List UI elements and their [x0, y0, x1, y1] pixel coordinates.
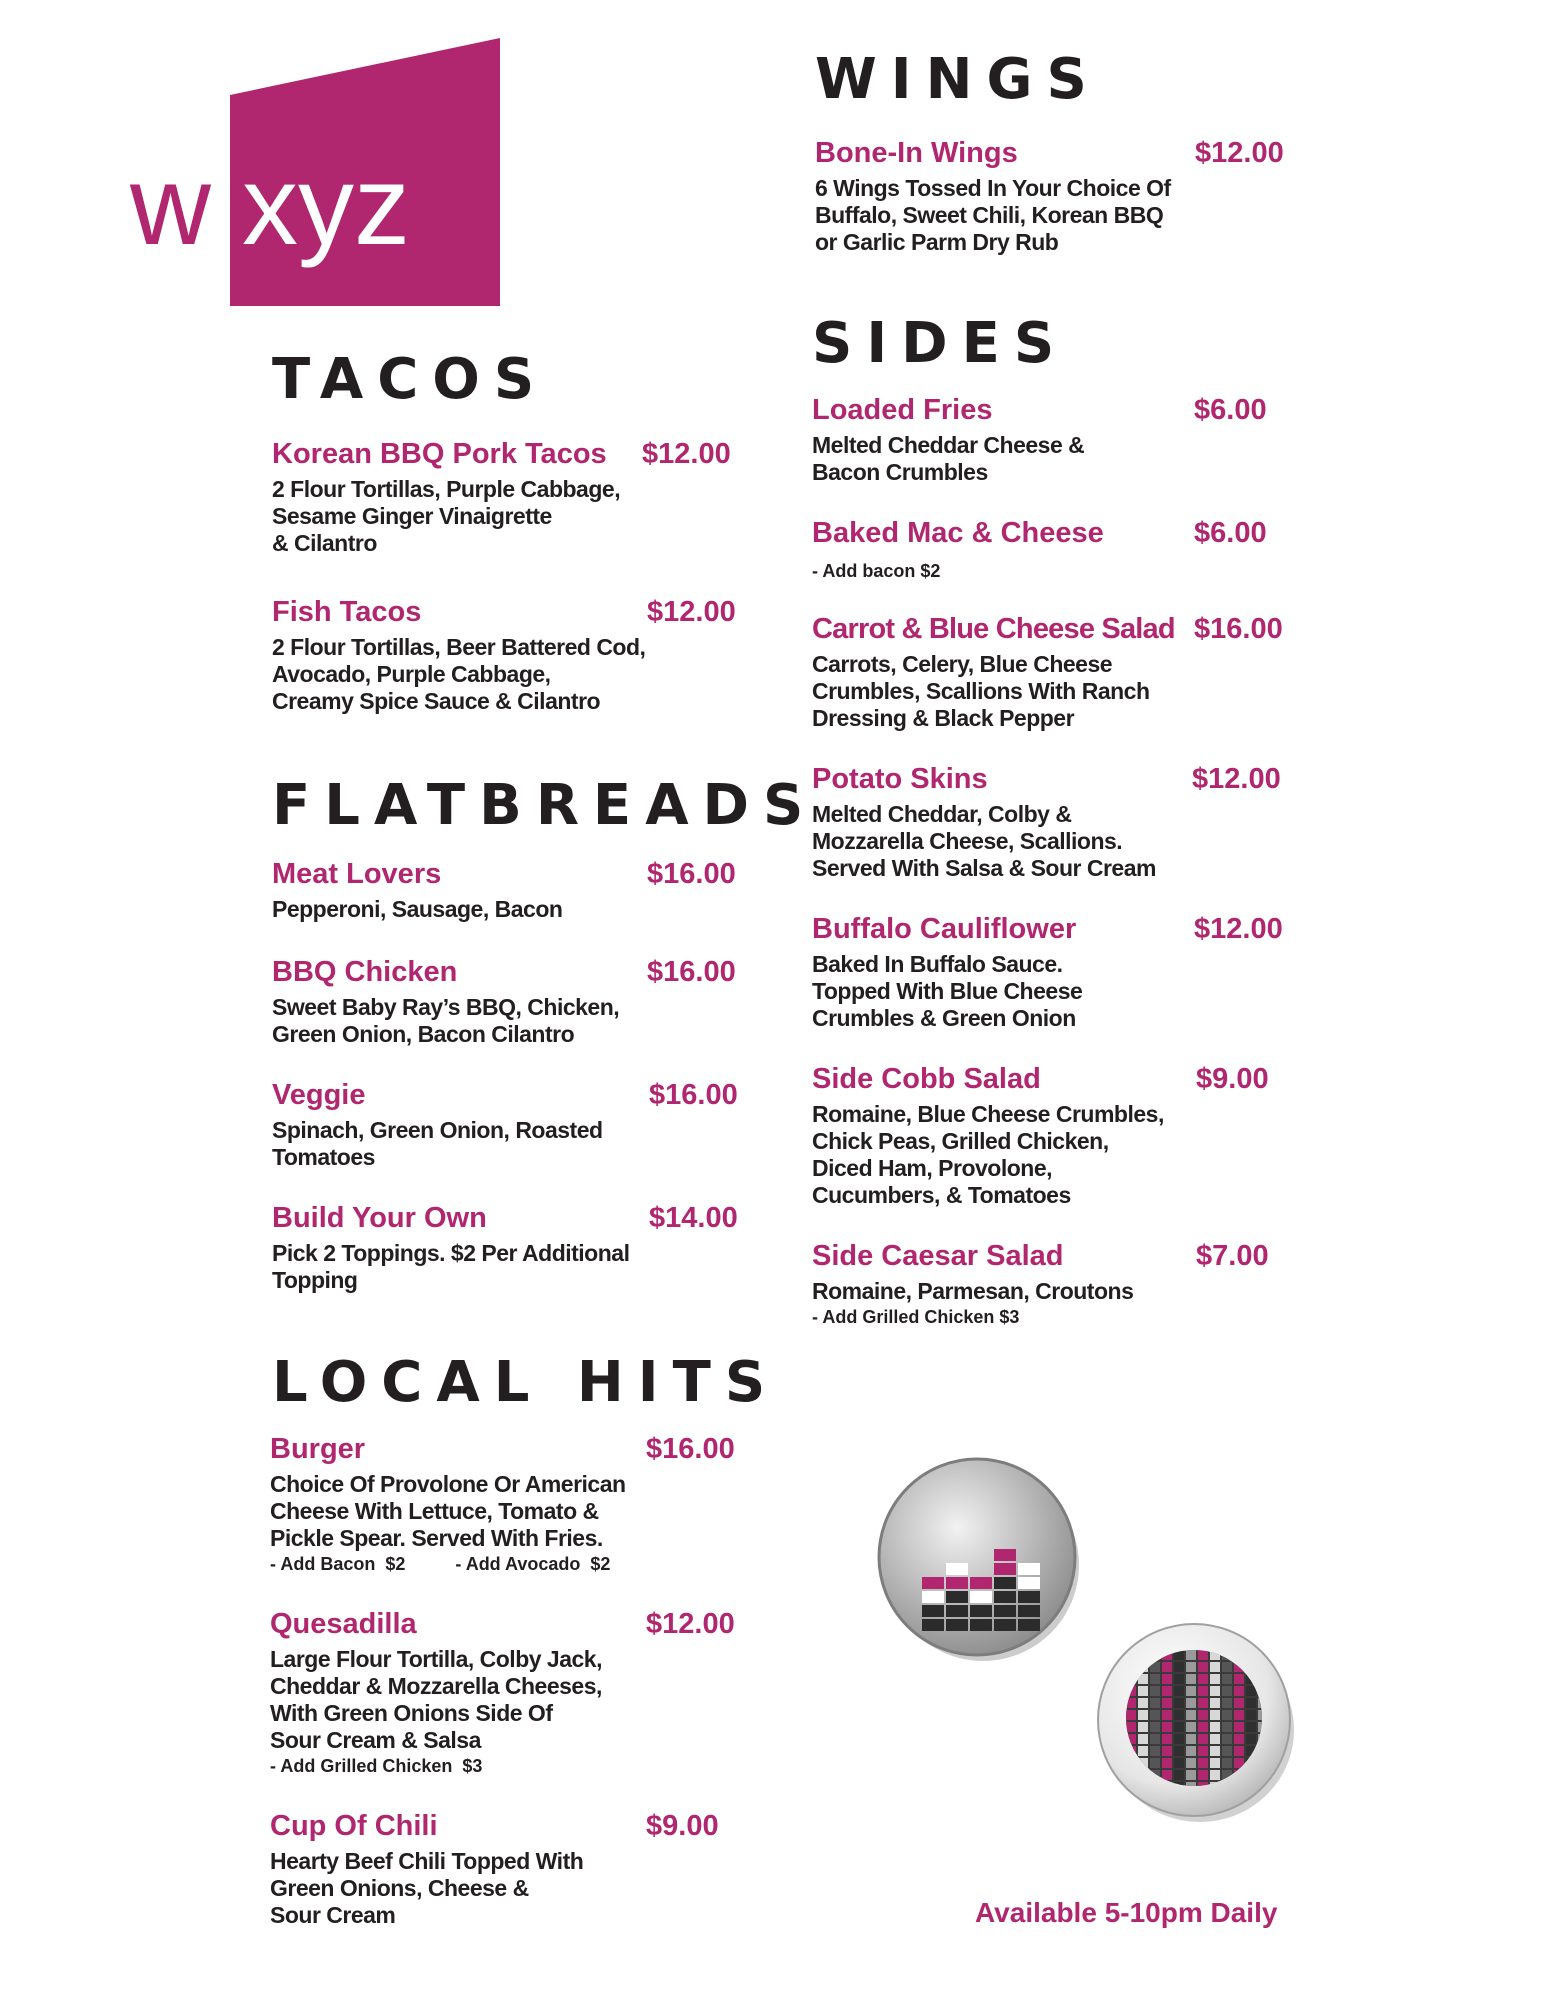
section-title-sides: SIDES — [812, 311, 1069, 376]
disco-tile — [1186, 1650, 1196, 1660]
disco-tile — [1246, 1686, 1256, 1696]
menu-item-korean-bbq-pork-tacos — [272, 438, 757, 557]
disco-tile — [1174, 1746, 1184, 1756]
item-price: $9.00 — [646, 1810, 719, 1842]
disco-tile — [1138, 1746, 1148, 1756]
disco-tile — [1174, 1698, 1184, 1708]
item-addon-note: - Add Bacon $2 - Add Avocado $2 — [270, 1554, 611, 1574]
disco-tile — [1174, 1662, 1184, 1672]
disco-tile — [1186, 1722, 1196, 1732]
disco-tile — [1234, 1674, 1244, 1684]
disco-tile — [1162, 1758, 1172, 1768]
disco-tile — [1222, 1710, 1232, 1720]
equalizer-cell — [922, 1605, 944, 1617]
disco-tile — [1198, 1734, 1208, 1744]
disco-tile — [1174, 1770, 1184, 1780]
item-price: $6.00 — [1194, 517, 1267, 549]
logo-letters-xyz: xyz — [242, 143, 410, 268]
menu-item-quesadilla — [270, 1608, 755, 1778]
section-title-wings: WINGS — [815, 47, 1101, 112]
disco-tile — [1234, 1710, 1244, 1720]
disco-tile — [1162, 1746, 1172, 1756]
menu-item-potato-skins — [812, 763, 1312, 882]
item-name: Carrot & Blue Cheese Salad — [812, 613, 1175, 645]
equalizer-cell — [946, 1619, 968, 1631]
disco-tile — [1222, 1758, 1232, 1768]
item-description: Romaine, Parmesan, Croutons — [812, 1278, 1134, 1304]
item-description: 6 Wings Tossed In Your Choice Of Buffalo, Sweet Chili, Korean BBQ or Garlic Parm Dry Rub — [815, 175, 1171, 255]
equalizer-cell — [946, 1591, 968, 1603]
disco-tile — [1234, 1698, 1244, 1708]
disco-tile — [1198, 1758, 1208, 1768]
disco-tile — [1138, 1698, 1148, 1708]
item-price: $7.00 — [1196, 1240, 1269, 1272]
item-name: Cup Of Chili — [270, 1810, 438, 1842]
equalizer-cell — [922, 1591, 944, 1603]
item-description: Melted Cheddar Cheese & Bacon Crumbles — [812, 432, 1085, 485]
disco-tile — [1198, 1662, 1208, 1672]
disco-tile — [1210, 1662, 1220, 1672]
disco-tile — [1162, 1770, 1172, 1780]
item-name: Quesadilla — [270, 1608, 417, 1640]
disco-tile — [1174, 1734, 1184, 1744]
disco-tile — [1186, 1662, 1196, 1672]
disco-tile — [1126, 1722, 1136, 1732]
item-description: Choice Of Provolone Or American Cheese With Lettuce, Tomato & Pickle Spear. Served With Fries. — [270, 1471, 626, 1551]
equalizer-cell — [994, 1591, 1016, 1603]
disco-tile — [1162, 1662, 1172, 1672]
disco-tile — [1246, 1734, 1256, 1744]
disco-tile — [1174, 1686, 1184, 1696]
disco-tile — [1198, 1686, 1208, 1696]
equalizer-cell — [946, 1605, 968, 1617]
item-price: $16.00 — [1194, 613, 1283, 645]
disco-tile — [1138, 1710, 1148, 1720]
item-price: $12.00 — [647, 596, 736, 628]
equalizer-cell — [922, 1619, 944, 1631]
availability-note: Available 5-10pm Daily — [975, 1897, 1278, 1928]
disco-tile — [1234, 1686, 1244, 1696]
disco-tile — [1186, 1734, 1196, 1744]
equalizer-cell — [994, 1563, 1016, 1575]
disco-tile — [1162, 1686, 1172, 1696]
item-name: Baked Mac & Cheese — [812, 517, 1104, 549]
item-name: Burger — [270, 1433, 366, 1465]
equalizer-cell — [994, 1605, 1016, 1617]
item-addon-note: - Add Grilled Chicken $3 — [812, 1307, 1020, 1327]
menu-item-meat-lovers — [272, 858, 757, 923]
equalizer-cell — [1018, 1619, 1040, 1631]
disco-tile — [1162, 1710, 1172, 1720]
disco-tile — [1222, 1674, 1232, 1684]
item-name: BBQ Chicken — [272, 956, 458, 988]
disco-tile — [1198, 1710, 1208, 1720]
item-price: $12.00 — [646, 1608, 735, 1640]
disco-tile — [1174, 1710, 1184, 1720]
disco-tile — [1174, 1758, 1184, 1768]
disco-tile — [1174, 1722, 1184, 1732]
disco-tile — [1246, 1698, 1256, 1708]
disco-tile — [1150, 1674, 1160, 1684]
menu-item-bone-in-wings — [815, 137, 1315, 256]
disco-tile — [1138, 1734, 1148, 1744]
disco-tile — [1222, 1662, 1232, 1672]
disco-tile — [1150, 1698, 1160, 1708]
item-price: $16.00 — [647, 956, 736, 988]
disco-tile — [1162, 1722, 1172, 1732]
disco-tile — [1246, 1710, 1256, 1720]
item-name: Fish Tacos — [272, 596, 422, 628]
item-name: Korean BBQ Pork Tacos — [272, 438, 607, 470]
section-title-local-hits: LOCAL HITS — [272, 1350, 780, 1415]
item-description: Hearty Beef Chili Topped With Green Onions, Cheese & Sour Cream — [270, 1848, 584, 1928]
equalizer-cell — [946, 1563, 968, 1575]
item-price: $16.00 — [646, 1433, 735, 1465]
disco-tile — [1246, 1722, 1256, 1732]
disco-tile — [1198, 1674, 1208, 1684]
disco-tile — [1234, 1734, 1244, 1744]
menu-item-bbq-chicken — [272, 956, 757, 1048]
wxyz-logo — [130, 38, 500, 306]
disco-tile — [1150, 1758, 1160, 1768]
disco-tile — [1186, 1698, 1196, 1708]
disco-tile — [1186, 1758, 1196, 1768]
equalizer-button-icon — [875, 1455, 1085, 1665]
disco-tile — [1162, 1674, 1172, 1684]
menu-item-veggie — [272, 1079, 757, 1171]
item-name: Side Cobb Salad — [812, 1063, 1041, 1095]
item-description: Sweet Baby Ray’s BBQ, Chicken, Green Onion, Bacon Cilantro — [272, 994, 620, 1047]
item-price: $9.00 — [1196, 1063, 1269, 1095]
disco-tile — [1162, 1698, 1172, 1708]
item-description: 2 Flour Tortillas, Purple Cabbage, Sesame Ginger Vinaigrette & Cilantro — [272, 476, 621, 556]
disco-tile — [1198, 1650, 1208, 1660]
item-price: $14.00 — [649, 1202, 738, 1234]
disco-tile — [1234, 1722, 1244, 1732]
item-description: Large Flour Tortilla, Colby Jack, Cheddar & Mozzarella Cheeses, With Green Onions Side Of Sour Cream & Salsa — [270, 1646, 602, 1753]
menu-item-cup-of-chili — [270, 1810, 755, 1929]
disco-tile — [1150, 1746, 1160, 1756]
disco-tile — [1126, 1710, 1136, 1720]
item-name: Veggie — [272, 1079, 366, 1111]
item-description: 2 Flour Tortillas, Beer Battered Cod, Avocado, Purple Cabbage, Creamy Spice Sauce & Cilantro — [272, 634, 646, 714]
disco-tile — [1234, 1746, 1244, 1756]
menu-item-fish-tacos — [272, 596, 757, 715]
equalizer-cell — [970, 1605, 992, 1617]
equalizer-cell — [946, 1577, 968, 1589]
equalizer-cell — [970, 1619, 992, 1631]
disco-tile — [1210, 1710, 1220, 1720]
item-price: $16.00 — [647, 858, 736, 890]
item-description: Baked In Buffalo Sauce. Topped With Blue Cheese Crumbles & Green Onion — [812, 951, 1083, 1031]
menu-item-burger — [270, 1433, 755, 1576]
disco-tile — [1198, 1770, 1208, 1780]
disco-tile — [1210, 1722, 1220, 1732]
menu-item-buffalo-cauliflower — [812, 913, 1312, 1032]
disco-tile — [1174, 1674, 1184, 1684]
item-name: Potato Skins — [812, 763, 988, 795]
menu-item-baked-mac-and-cheese — [812, 517, 1312, 583]
disco-tile — [1222, 1686, 1232, 1696]
item-name: Meat Lovers — [272, 858, 442, 890]
disco-tile — [1186, 1746, 1196, 1756]
item-name: Loaded Fries — [812, 394, 993, 426]
disco-tile — [1186, 1674, 1196, 1684]
equalizer-cell — [1018, 1591, 1040, 1603]
disco-tile — [1150, 1686, 1160, 1696]
disco-tile — [1198, 1722, 1208, 1732]
menu-item-loaded-fries — [812, 394, 1312, 486]
menu-item-side-cobb-salad — [812, 1063, 1312, 1209]
disco-tile — [1186, 1770, 1196, 1780]
equalizer-cell — [970, 1591, 992, 1603]
disco-tile — [1138, 1722, 1148, 1732]
disco-ball-button-icon — [1092, 1618, 1302, 1828]
disco-tile — [1150, 1710, 1160, 1720]
equalizer-cell — [994, 1577, 1016, 1589]
disco-tile — [1162, 1734, 1172, 1744]
disco-tile — [1222, 1746, 1232, 1756]
equalizer-cell — [994, 1549, 1016, 1561]
equalizer-cell — [1018, 1577, 1040, 1589]
equalizer-cell — [994, 1619, 1016, 1631]
item-description: Romaine, Blue Cheese Crumbles, Chick Peas, Grilled Chicken, Diced Ham, Provolone, Cucumbers, & Tomatoes — [812, 1101, 1164, 1208]
section-title-tacos: TACOS — [272, 347, 549, 412]
item-name: Buffalo Cauliflower — [812, 913, 1077, 945]
logo-letter-w: w — [130, 143, 211, 268]
section-title-flatbreads: FLATBREADS — [272, 773, 818, 838]
menu-item-carrot-blue-cheese-salad — [812, 613, 1312, 732]
item-name: Bone-In Wings — [815, 137, 1018, 169]
item-description: Pick 2 Toppings. $2 Per Additional Topping — [272, 1240, 630, 1293]
disco-tile — [1198, 1746, 1208, 1756]
item-description: Pepperoni, Sausage, Bacon — [272, 896, 563, 922]
item-price: $12.00 — [642, 438, 731, 470]
item-name: Build Your Own — [272, 1202, 487, 1234]
equalizer-cell — [1018, 1563, 1040, 1575]
disco-tile — [1210, 1758, 1220, 1768]
disco-tile — [1222, 1722, 1232, 1732]
item-description: Melted Cheddar, Colby & Mozzarella Cheese, Scallions. Served With Salsa & Sour Cream — [812, 801, 1156, 881]
disco-tile — [1150, 1734, 1160, 1744]
item-addon-note: - Add bacon $2 — [812, 561, 941, 581]
item-description: Carrots, Celery, Blue Cheese Crumbles, Scallions With Ranch Dressing & Black Pepper — [812, 651, 1150, 731]
item-price: $16.00 — [649, 1079, 738, 1111]
item-price: $6.00 — [1194, 394, 1267, 426]
disco-tile — [1186, 1686, 1196, 1696]
disco-tile — [1210, 1770, 1220, 1780]
menu-item-side-caesar-salad — [812, 1240, 1312, 1329]
disco-tile — [1210, 1674, 1220, 1684]
equalizer-cell — [922, 1577, 944, 1589]
disco-tile — [1210, 1734, 1220, 1744]
item-price: $12.00 — [1192, 763, 1281, 795]
item-addon-note: - Add Grilled Chicken $3 — [270, 1756, 483, 1776]
item-name: Side Caesar Salad — [812, 1240, 1064, 1272]
disco-tile — [1210, 1686, 1220, 1696]
disco-tile — [1198, 1698, 1208, 1708]
equalizer-cell — [1018, 1605, 1040, 1617]
item-description: Spinach, Green Onion, Roasted Tomatoes — [272, 1117, 603, 1170]
item-price: $12.00 — [1194, 913, 1283, 945]
menu-item-build-your-own — [272, 1202, 757, 1294]
item-price: $12.00 — [1195, 137, 1284, 169]
disco-tile — [1186, 1710, 1196, 1720]
disco-tile — [1138, 1686, 1148, 1696]
disco-tile — [1222, 1734, 1232, 1744]
disco-tile — [1210, 1746, 1220, 1756]
disco-tile — [1150, 1722, 1160, 1732]
disco-tile — [1222, 1698, 1232, 1708]
equalizer-cell — [970, 1577, 992, 1589]
disco-tile — [1210, 1698, 1220, 1708]
